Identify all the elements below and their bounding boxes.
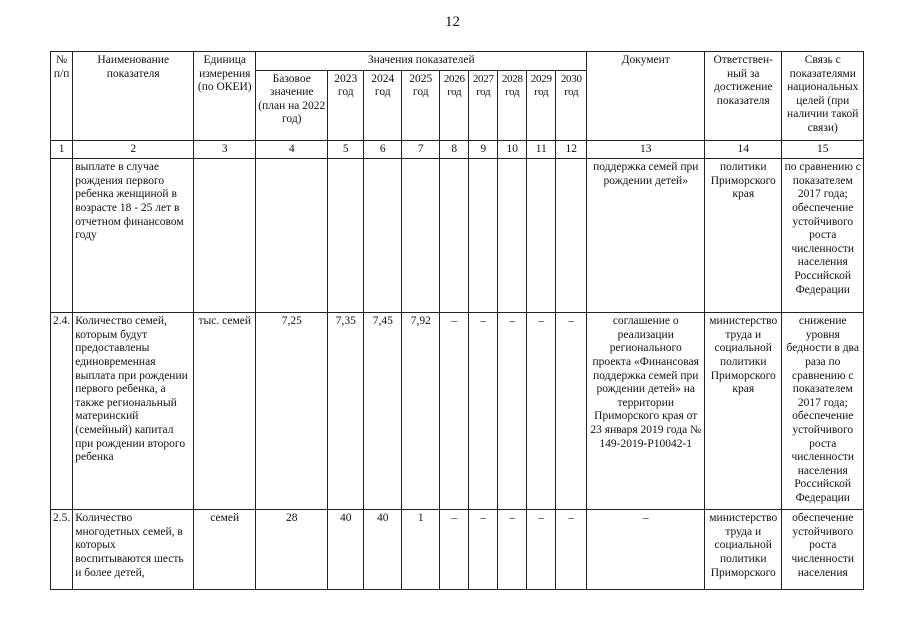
column-number-row xyxy=(51,140,864,159)
row-num xyxy=(51,159,73,313)
row-y2027: – xyxy=(469,313,498,510)
header-responsible: Ответствен-ный за достижение показателя xyxy=(705,52,782,141)
col-number: 11 xyxy=(527,140,556,159)
header-y2025: 2025 год xyxy=(402,70,440,140)
col-number: 3 xyxy=(194,140,256,159)
header-values-group: Значения показателей xyxy=(256,52,587,71)
col-number: 9 xyxy=(469,140,498,159)
col-number: 12 xyxy=(556,140,587,159)
row-y2028 xyxy=(498,159,527,313)
row-name: выплате в случае рождения первого ребенка женщиной в возрасте 18 - 25 лет в отчетном финансовом году xyxy=(73,159,194,313)
row-y2026: – xyxy=(440,510,469,590)
row-y2030: – xyxy=(556,510,587,590)
row-y2029 xyxy=(527,159,556,313)
row-base xyxy=(256,159,328,313)
row-y2024: 40 xyxy=(364,510,402,590)
row-name: Количество многодетных семей, в которых воспитываются шесть и более детей, xyxy=(73,510,194,590)
row-y2026: – xyxy=(440,313,469,510)
header-unit: Единица измерения (по ОКЕИ) xyxy=(194,52,256,141)
table-row xyxy=(51,159,864,313)
row-document: – xyxy=(587,510,705,590)
row-y2026 xyxy=(440,159,469,313)
row-link: обеспечение устойчивого роста численности населения xyxy=(782,510,864,590)
row-y2027: – xyxy=(469,510,498,590)
row-y2030: – xyxy=(556,313,587,510)
header-name: Наименование показателя xyxy=(73,52,194,141)
row-base: 28 xyxy=(256,510,328,590)
row-responsible: министерство труда и социальной политики Приморского xyxy=(705,510,782,590)
row-num: 2.5. xyxy=(51,510,73,590)
col-number: 5 xyxy=(328,140,364,159)
col-number: 4 xyxy=(256,140,328,159)
row-num: 2.4. xyxy=(51,313,73,510)
row-y2023: 7,35 xyxy=(328,313,364,510)
col-number: 6 xyxy=(364,140,402,159)
page-number: 12 xyxy=(445,14,460,30)
col-number: 14 xyxy=(705,140,782,159)
header-document: Документ xyxy=(587,52,705,141)
col-number: 10 xyxy=(498,140,527,159)
header-y2028: 2028 год xyxy=(498,70,527,140)
row-y2025 xyxy=(402,159,440,313)
header-y2030: 2030 год xyxy=(556,70,587,140)
indicators-table xyxy=(50,51,864,590)
row-y2027 xyxy=(469,159,498,313)
row-y2030 xyxy=(556,159,587,313)
col-number: 2 xyxy=(73,140,194,159)
row-y2028: – xyxy=(498,313,527,510)
row-document: соглашение о реализации регионального проекта «Финансовая поддержка семей при рождении детей» на территории Приморского края от 23 января 2019 года № 149-2019-Р10042-1 xyxy=(587,313,705,510)
row-name: Количество семей, которым будут предоставлены единовременная выплата при рождении первого ребенка, а также региональный материнский (семейный) капитал при рождении второго ребенка xyxy=(73,313,194,510)
col-number: 13 xyxy=(587,140,705,159)
row-y2028: – xyxy=(498,510,527,590)
table-row xyxy=(51,510,864,590)
row-responsible: политики Приморского края xyxy=(705,159,782,313)
header-y2027: 2027 год xyxy=(469,70,498,140)
row-y2023 xyxy=(328,159,364,313)
row-link: снижение уровня бедности в два раза по сравнению с показателем 2017 года; обеспечение устойчивого роста численности населения Российской Федерации xyxy=(782,313,864,510)
header-num: № п/п xyxy=(51,52,73,141)
col-number: 15 xyxy=(782,140,864,159)
table-row xyxy=(51,313,864,510)
header-y2026: 2026 год xyxy=(440,70,469,140)
row-y2029: – xyxy=(527,313,556,510)
row-y2025: 7,92 xyxy=(402,313,440,510)
header-y2024: 2024 год xyxy=(364,70,402,140)
row-y2024: 7,45 xyxy=(364,313,402,510)
header-link: Связь с показателями национальных целей (при наличии такой связи) xyxy=(782,52,864,141)
row-y2024 xyxy=(364,159,402,313)
header-y2029: 2029 год xyxy=(527,70,556,140)
col-number: 1 xyxy=(51,140,73,159)
col-number: 8 xyxy=(440,140,469,159)
row-document: поддержка семей при рождении детей» xyxy=(587,159,705,313)
row-unit xyxy=(194,159,256,313)
row-unit: семей xyxy=(194,510,256,590)
row-link: по сравнению с показателем 2017 года; обеспечение устойчивого роста численности населения Российской Федерации xyxy=(782,159,864,313)
header-base: Базовое значение (план на 2022 год) xyxy=(256,70,328,140)
header-y2023: 2023 год xyxy=(328,70,364,140)
header-row-1 xyxy=(51,52,864,71)
row-responsible: министерство труда и социальной политики Приморского края xyxy=(705,313,782,510)
col-number: 7 xyxy=(402,140,440,159)
row-unit: тыс. семей xyxy=(194,313,256,510)
row-base: 7,25 xyxy=(256,313,328,510)
row-y2023: 40 xyxy=(328,510,364,590)
row-y2025: 1 xyxy=(402,510,440,590)
row-y2029: – xyxy=(527,510,556,590)
